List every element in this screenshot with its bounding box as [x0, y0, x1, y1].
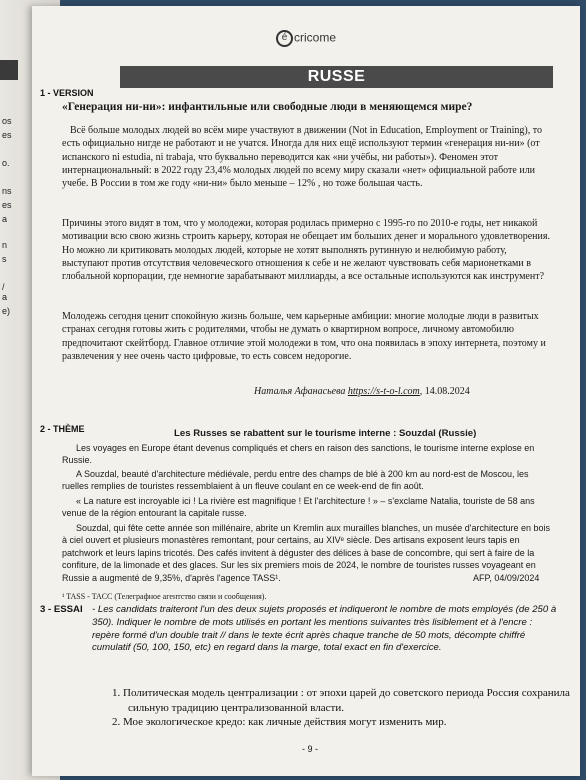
theme-paragraph-2: A Souzdal, beauté d'architecture médiévale, perdu entre des champs de blé à 200 km au nord-est de Moscou, les ruelles remplies de touristes ressemblaient à un fleuve coulant en ce week-end de fin août. [62, 469, 529, 492]
left-page-text-fragment: a [2, 214, 8, 224]
author-name: Наталья Афанасьева [254, 386, 346, 397]
source-date: , 14.08.2024 [419, 386, 470, 397]
source-link[interactable]: https://s-t-o-l.com [347, 386, 420, 397]
version-paragraph-1: Всё больше молодых людей во всём мире участвуют в движении (Not in Education, Employment or Training), то есть официально нигде не работают и не учатся. Иногда для них ещё используют термин «генерация ни-ни» (от испанского ni estudia, ni trabaja, что буквально переводится как «ни учёбы, ни работы»). Феномен этот интернациональный: в 2022 году 23,4% молодых людей по всему миру сказали «нет» официальной работе или учебе. В России в том же году «ни-ни» было меньше – 12% , но тоже большая часть. [62, 125, 542, 190]
theme-paragraph-4: Souzdal, qui fête cette année son millénaire, abrite un Kremlin aux murailles blanches, un musée d'architecture en bois à ciel ouvert et plusieurs monastères remontant, pour certains, au XIVᵉ siècle. Des artisans exposent leurs tapis en patchwork et leurs lapins tricotés. Des cafés invitent à déguster des délices à base de concombre, qui sert à faire de la confiture, de la limonade et des glaces. Sur les six premiers mois de 2024, le nombre de touristes russes voyageant en Russie a augmenté de 9,35%, d'après l'agence TASS¹. [62, 523, 550, 583]
version-paragraph-2: Причины этого видят в том, что у молодежи, которая родилась примерно с 1995-го по 2010-е годы, нет никакой мотивации всю свою жизнь строить карьеру, которая не обещает им больших денег и морального удовлетворения. Но можно ли критиковать молодых людей, которые не хотят выполнять рутинную и нелюбимую работу, выступают против отсутствия человеческого отношения к себе и не желают чувствовать себя марионетками в глобальной корпорации, где немногие зарабатывают миллиарды, а все остальные используются как инструмент? [62, 218, 550, 283]
essai-topic-2: 2. Мое экологическое кредо: как личные действия могут изменить мир. [112, 716, 447, 729]
left-page-text-fragment: a [2, 292, 8, 302]
left-page-text-fragment: ns [2, 186, 12, 196]
left-page-text-fragment: o. [2, 158, 10, 168]
left-page-text-fragment: es [2, 130, 12, 140]
version-title: «Генерация ни-ни»: инфантильные или свободные люди в меняющемся мире? [62, 101, 473, 113]
left-page-bar [0, 60, 18, 80]
section-label-version: 1 - VERSION [40, 88, 94, 98]
ecricome-logo: é cricome [276, 30, 336, 47]
theme-title: Les Russes se rabattent sur le tourisme interne : Souzdal (Russie) [174, 428, 477, 439]
version-attribution [254, 385, 470, 398]
left-page-text-fragment: n [2, 240, 8, 250]
section-label-theme: 2 - THÈME [40, 424, 85, 434]
version-paragraph-3: Молодежь сегодня ценит спокойную жизнь больше, чем карьерные амбиции: многие молодые люди в развитых странах сегодня готовы жить с родителями, чтобы не думать о квартирном вопросе, личному автомобилю предпочитают скейтборд. Главное отличие этой молодежи в том, что она появилась в эпоху интернета, поэтому и развлечения у нее очень часто цифровые, то есть совсем недорогие. [62, 311, 546, 362]
theme-footnote: ¹ TASS - TACC (Телеграфное агентство связи и сообщения). [62, 592, 267, 601]
document-page [32, 6, 580, 776]
left-page-text-fragment: os [2, 116, 12, 126]
essai-topic-1: 1. Политическая модель централизации : от эпохи царей до советского периода Россия сохранила сильную традицию централизованной власти. [112, 687, 570, 714]
language-banner: RUSSE [120, 66, 553, 88]
page-number: - 9 - [302, 744, 319, 754]
theme-paragraph-1: Les voyages en Europe étant devenus compliqués et chers en raison des sanctions, le tourisme interne explose en Russie. [62, 443, 535, 466]
left-page-text-fragment: / [2, 282, 5, 292]
theme-paragraph-3: « La nature est incroyable ici ! La rivière est magnifique ! Et l'architecture ! » – s'exclame Natalia, touriste de 58 ans venue de la région entourant la capitale russe. [62, 496, 535, 519]
theme-source: AFP, 04/09/2024 [473, 573, 540, 583]
essai-topics [112, 686, 572, 730]
essai-instructions: 3 - ESSAI - Les candidats traiteront l'un des deux sujets proposés et indiqueront le nombre de mots employés (de 250 à 350). Indiquer le nombre de mots utilisés en portant les mentions suivantes très lisiblement et à l'encre : repère formé d'un double trait // dans le texte écrit après chaque tranche de 50 mots, décompte chiffré cumulatif (50, 100, 150, etc) en regard dans la marge, total exact en fin d'exercice. [40, 604, 557, 654]
left-page-text-fragment: e) [2, 306, 11, 316]
section-label-essai: 3 - ESSAI [40, 604, 83, 615]
left-page-text-fragment: s [2, 254, 7, 264]
left-page-text-fragment: es [2, 200, 12, 210]
